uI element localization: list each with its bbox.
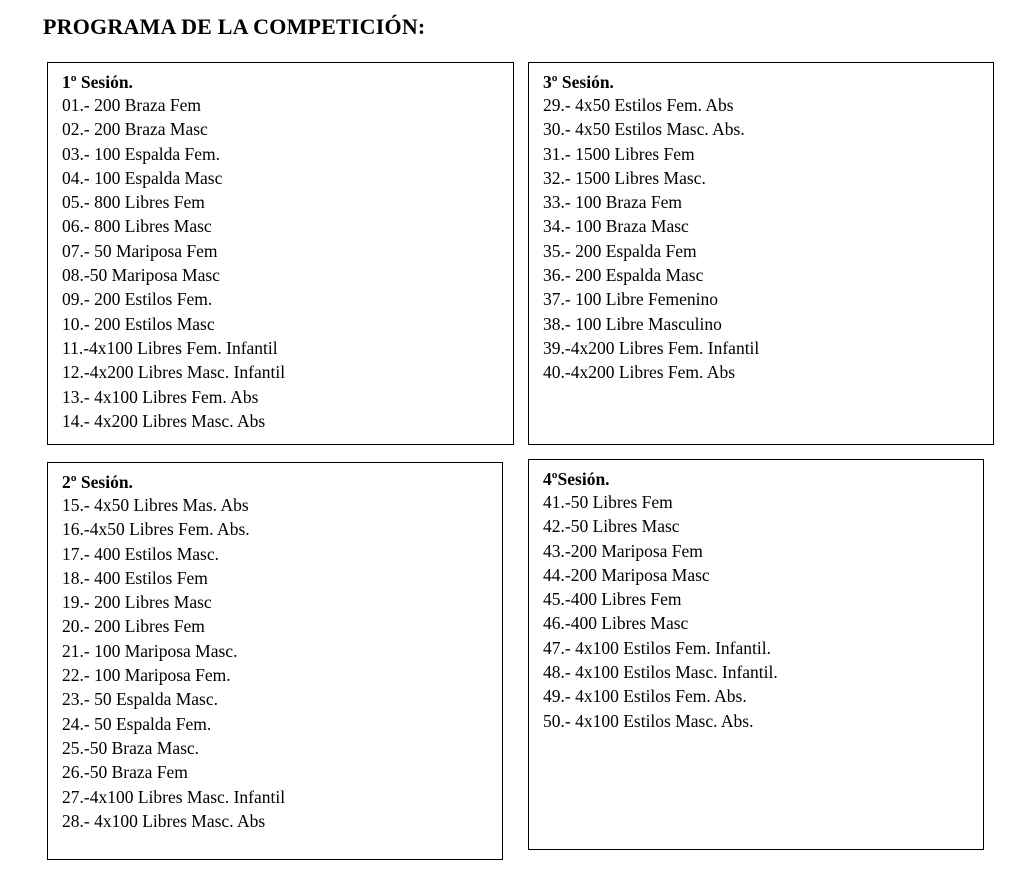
event-item: 40.-4x200 Libres Fem. Abs xyxy=(543,362,736,383)
event-item: 35.- 200 Espalda Fem xyxy=(543,240,697,261)
event-item: 22.- 100 Mariposa Fem. xyxy=(62,665,231,686)
event-item: 36.- 200 Espalda Masc xyxy=(543,265,704,286)
event-item: 13.- 4x100 Libres Fem. Abs xyxy=(62,386,259,407)
event-item: 05.- 800 Libres Fem xyxy=(62,192,205,213)
event-item: 48.- 4x100 Estilos Masc. Infantil. xyxy=(543,662,778,683)
session-3-box xyxy=(528,62,994,445)
session-3-event-list xyxy=(543,93,979,385)
event-item: 29.- 4x50 Estilos Fem. Abs xyxy=(543,95,734,115)
event-item: 10.- 200 Estilos Masc xyxy=(62,313,215,334)
event-item: 07.- 50 Mariposa Fem xyxy=(62,240,218,261)
event-item: 42.-50 Libres Masc xyxy=(543,516,680,537)
session-3-title: 3º Sesión. xyxy=(543,72,614,92)
event-item: 33.- 100 Braza Fem xyxy=(543,192,682,213)
event-item: 39.-4x200 Libres Fem. Infantil xyxy=(543,337,760,358)
event-item: 30.- 4x50 Estilos Masc. Abs. xyxy=(543,119,745,140)
event-item: 43.-200 Mariposa Fem xyxy=(543,540,703,561)
event-item: 19.- 200 Libres Masc xyxy=(62,592,212,613)
event-item: 44.-200 Mariposa Masc xyxy=(543,564,710,585)
event-item: 17.- 400 Estilos Masc. xyxy=(62,543,220,564)
event-item: 12.-4x200 Libres Masc. Infantil xyxy=(62,362,286,383)
event-item: 11.-4x100 Libres Fem. Infantil xyxy=(62,337,278,358)
event-item: 49.- 4x100 Estilos Fem. Abs. xyxy=(543,686,747,707)
session-1-title: 1º Sesión. xyxy=(62,72,133,92)
event-item: 27.-4x100 Libres Masc. Infantil xyxy=(62,786,286,807)
event-item: 03.- 100 Espalda Fem. xyxy=(62,143,220,164)
event-item: 45.-400 Libres Fem xyxy=(543,589,682,610)
event-item: 37.- 100 Libre Femenino xyxy=(543,289,718,310)
event-item: 23.- 50 Espalda Masc. xyxy=(62,689,219,710)
event-item: 46.-400 Libres Masc xyxy=(543,613,689,634)
event-item: 28.- 4x100 Libres Masc. Abs xyxy=(62,810,266,831)
session-4-box xyxy=(528,459,984,850)
event-item: 31.- 1500 Libres Fem xyxy=(543,143,695,164)
event-item: 50.- 4x100 Estilos Masc. Abs. xyxy=(543,710,754,731)
event-item: 15.- 4x50 Libres Mas. Abs xyxy=(62,495,249,515)
event-item: 32.- 1500 Libres Masc. xyxy=(543,167,706,188)
event-item: 34.- 100 Braza Masc xyxy=(543,216,689,237)
event-item: 09.- 200 Estilos Fem. xyxy=(62,289,213,310)
event-item: 21.- 100 Mariposa Masc. xyxy=(62,640,238,661)
page-title: PROGRAMA DE LA COMPETICIÓN: xyxy=(43,14,426,39)
event-item: 18.- 400 Estilos Fem xyxy=(62,567,208,588)
session-2-event-list xyxy=(62,493,488,833)
event-item: 04.- 100 Espalda Masc xyxy=(62,167,223,188)
event-item: 16.-4x50 Libres Fem. Abs. xyxy=(62,519,250,540)
event-item: 01.- 200 Braza Fem xyxy=(62,95,201,115)
event-item: 25.-50 Braza Masc. xyxy=(62,737,200,758)
event-item: 24.- 50 Espalda Fem. xyxy=(62,713,212,734)
event-item: 47.- 4x100 Estilos Fem. Infantil. xyxy=(543,637,771,658)
event-item: 06.- 800 Libres Masc xyxy=(62,216,212,237)
session-4-title: 4ºSesión. xyxy=(543,469,610,489)
session-1-box xyxy=(47,62,514,445)
session-1-event-list xyxy=(62,93,499,433)
session-2-box xyxy=(47,462,503,860)
event-item: 02.- 200 Braza Masc xyxy=(62,119,208,140)
event-item: 14.- 4x200 Libres Masc. Abs xyxy=(62,410,266,431)
event-item: 41.-50 Libres Fem xyxy=(543,492,673,512)
session-4-event-list xyxy=(543,490,969,733)
event-item: 08.-50 Mariposa Masc xyxy=(62,265,220,286)
session-2-title: 2º Sesión. xyxy=(62,472,133,492)
event-item: 20.- 200 Libres Fem xyxy=(62,616,205,637)
event-item: 38.- 100 Libre Masculino xyxy=(543,313,722,334)
event-item: 26.-50 Braza Fem xyxy=(62,762,188,783)
